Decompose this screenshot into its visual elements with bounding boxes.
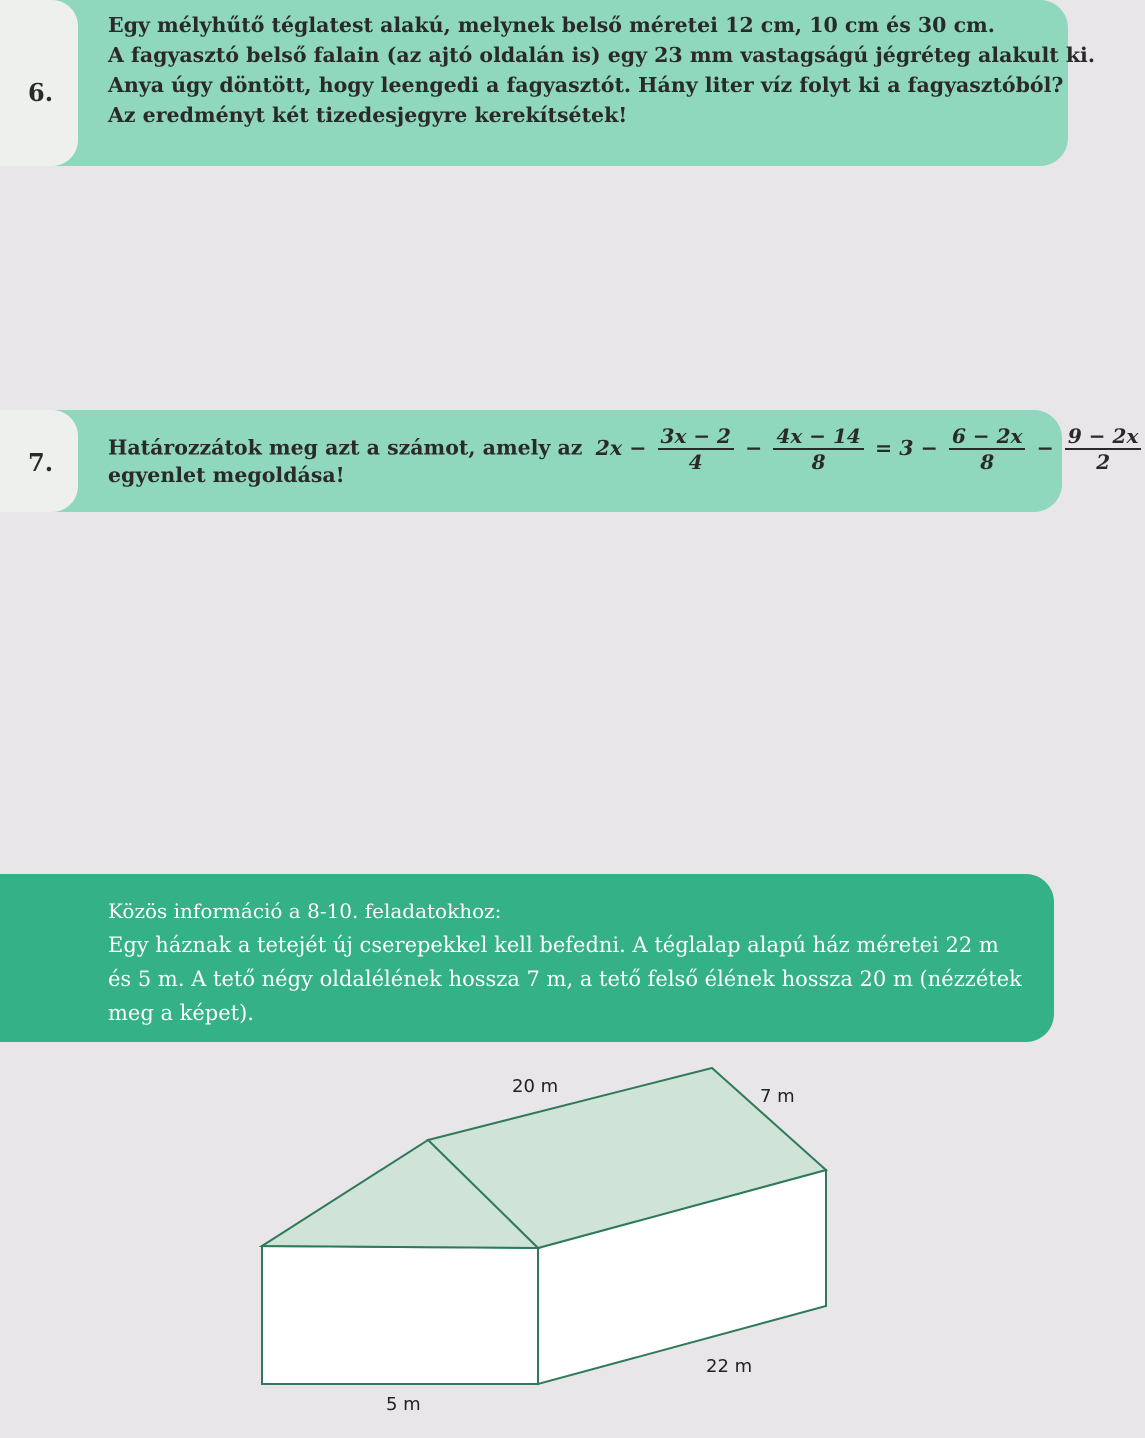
equation-lead: 2x − xyxy=(595,435,647,460)
fraction-4-numerator: 9 − 2x xyxy=(1065,424,1141,450)
fraction-4-denominator: 2 xyxy=(1096,450,1111,474)
fraction-1-numerator: 3x − 2 xyxy=(658,424,734,450)
label-roof-edge: 7 m xyxy=(760,1086,795,1107)
equation-op-2: − xyxy=(1036,435,1054,460)
task-6-line-3: Anya úgy döntött, hogy leengedi a fagyasztót. Hány liter víz folyt ki a fagyasztóból? xyxy=(108,73,1064,97)
fraction-3-numerator: 6 − 2x xyxy=(949,424,1025,450)
common-info-line-3: meg a képet). xyxy=(108,1001,254,1025)
fraction-1-denominator: 4 xyxy=(688,450,703,474)
fraction-3-denominator: 8 xyxy=(980,450,995,474)
common-info-line-1: Egy háznak a tetejét új cserepekkel kell befedni. A téglalap alapú ház méretei 22 m xyxy=(108,933,999,957)
task-6-number: 6. xyxy=(28,78,54,107)
task-6-line-1: Egy mélyhűtő téglatest alakú, melynek belső méretei 12 cm, 10 cm és 30 cm. xyxy=(108,13,995,37)
task-7-line-2: egyenlet megoldása! xyxy=(108,463,345,487)
fraction-2-numerator: 4x − 14 xyxy=(773,424,863,450)
common-info-line-2: és 5 m. A tető négy oldalélének hossza 7 m, a tető felső élének hossza 20 m (nézzétek xyxy=(108,967,1022,991)
common-info-title: Közös információ a 8-10. feladatokhoz: xyxy=(108,899,502,923)
task-6-line-2: A fagyasztó belső falain (az ajtó oldalán is) egy 23 mm vastagságú jégréteg alakult ki. xyxy=(108,43,1095,67)
label-long-side: 22 m xyxy=(706,1356,753,1377)
label-short-side: 5 m xyxy=(386,1394,421,1415)
label-top-ridge: 20 m xyxy=(512,1076,559,1097)
equation-op-1: − xyxy=(745,435,763,460)
house-front-wall xyxy=(262,1246,538,1384)
task-7-intro: Határozzátok meg azt a számot, amely az xyxy=(108,435,583,460)
task-6-line-4: Az eredményt két tizedesjegyre kerekítsétek! xyxy=(108,103,628,127)
equation-mid: = 3 − xyxy=(874,435,938,460)
fraction-2-denominator: 8 xyxy=(811,450,826,474)
task-7-number: 7. xyxy=(28,448,54,477)
